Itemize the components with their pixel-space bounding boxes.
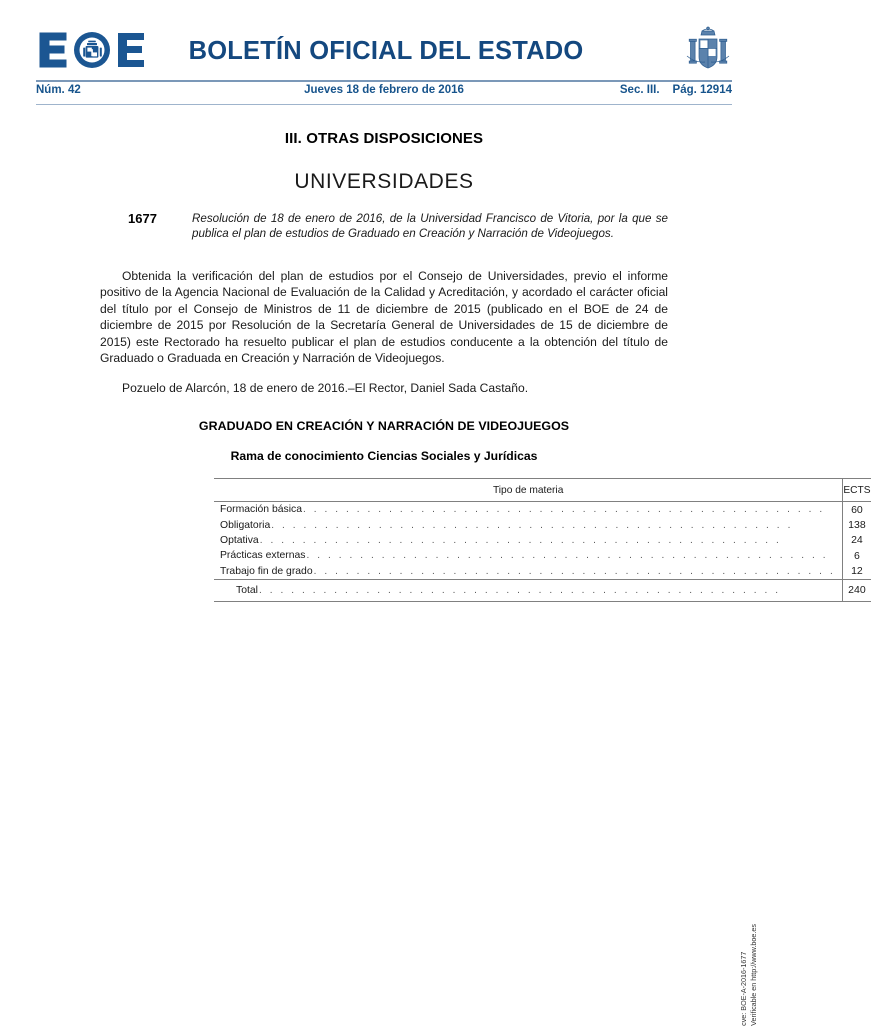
body-paragraph: Obtenida la verificación del plan de estudios por el Consejo de Universidades, previo el informe positivo de la Agencia Nacional de Evaluación de la Calidad y Acreditación, y acordado el carácter oficial del título por el Consejo de Ministros de 11 de diciembre de 2015 (publicado en el BOE de 24 de diciembre de 2015 por Resolución de la Secretaría General de Universidades de 15 de diciembre de 2015) este Rectorado ha resuelto publicar el plan de estudios conducente a la obtención del título de Graduado o Graduada en Creación y Narración de Videojuegos. — [100, 269, 668, 366]
table-row — [214, 548, 871, 563]
branch-heading: Rama de conocimiento Ciencias Sociales y Jurídicas — [230, 449, 538, 463]
department-heading: UNIVERSIDADES — [294, 170, 474, 193]
boe-logo — [38, 31, 146, 69]
row-label: Obligatoria — [220, 519, 271, 531]
entry-summary: Resolución de 18 de enero de 2016, de la Universidad Francisco de Vitoria, por la que se publica el plan de estudios de Graduado en Creación y Narración de Videojuegos. — [192, 212, 668, 241]
table-row — [214, 564, 871, 580]
dot-leader — [260, 536, 836, 546]
dot-leader — [271, 521, 835, 531]
dot-leader — [303, 505, 835, 515]
section-label: Sec. III. — [619, 84, 660, 96]
table-row — [214, 517, 871, 532]
cell-ects: 60 — [843, 502, 871, 518]
cell-ects: 138 — [843, 517, 871, 532]
section-heading: III. OTRAS DISPOSICIONES — [284, 130, 484, 147]
cell-total-ects: 240 — [843, 579, 871, 601]
header-info-bar — [36, 84, 732, 102]
table-total-row — [214, 579, 871, 601]
dot-leader — [314, 567, 836, 577]
verification-url: Verificable en http://www.boe.es — [748, 924, 758, 1026]
page-number: Pág. 12914 — [672, 84, 732, 96]
row-label: Trabajo fin de grado — [220, 565, 313, 577]
dot-leader — [259, 586, 835, 596]
cell-ects: 6 — [843, 548, 871, 563]
header-rule-bottom — [36, 104, 732, 105]
cell-type — [214, 564, 843, 580]
cell-type — [214, 548, 843, 563]
publication-date: Jueves 18 de febrero de 2016 — [304, 84, 464, 96]
table-header-row — [214, 479, 871, 502]
cell-ects: 24 — [843, 533, 871, 548]
cve-side-note — [732, 724, 758, 1026]
table-row — [214, 533, 871, 548]
cell-type — [214, 517, 843, 532]
cell-type — [214, 502, 843, 518]
masthead — [0, 0, 768, 78]
cell-total-label — [214, 579, 843, 601]
cell-ects: 12 — [843, 564, 871, 580]
row-label: Formación básica — [220, 504, 303, 516]
entry-number: 1677 — [128, 211, 157, 226]
cve-identifier: cve: BOE-A-2016-1677 — [739, 951, 748, 1026]
row-label: Optativa — [220, 534, 259, 546]
row-label: Prácticas externas — [220, 550, 306, 562]
ects-table — [214, 478, 871, 602]
issue-number: Núm. 42 — [36, 84, 81, 96]
table-row — [214, 502, 871, 518]
header-rule-top — [36, 80, 732, 82]
spain-coat-of-arms-icon — [681, 26, 735, 78]
plan-heading: GRADUADO EN CREACIÓN Y NARRACIÓN DE VIDEOJUEGOS — [198, 419, 570, 433]
column-header-ects: ECTS — [843, 479, 871, 502]
column-header-type: Tipo de materia — [214, 479, 843, 502]
signature-line: Pozuelo de Alarcón, 18 de enero de 2016.–El Rector, Daniel Sada Castaño. — [122, 381, 529, 395]
dot-leader — [306, 551, 835, 561]
page-title: BOLETÍN OFICIAL DEL ESTADO — [188, 37, 584, 65]
total-label: Total — [236, 584, 258, 596]
section-and-page — [620, 84, 732, 96]
cell-type — [214, 533, 843, 548]
